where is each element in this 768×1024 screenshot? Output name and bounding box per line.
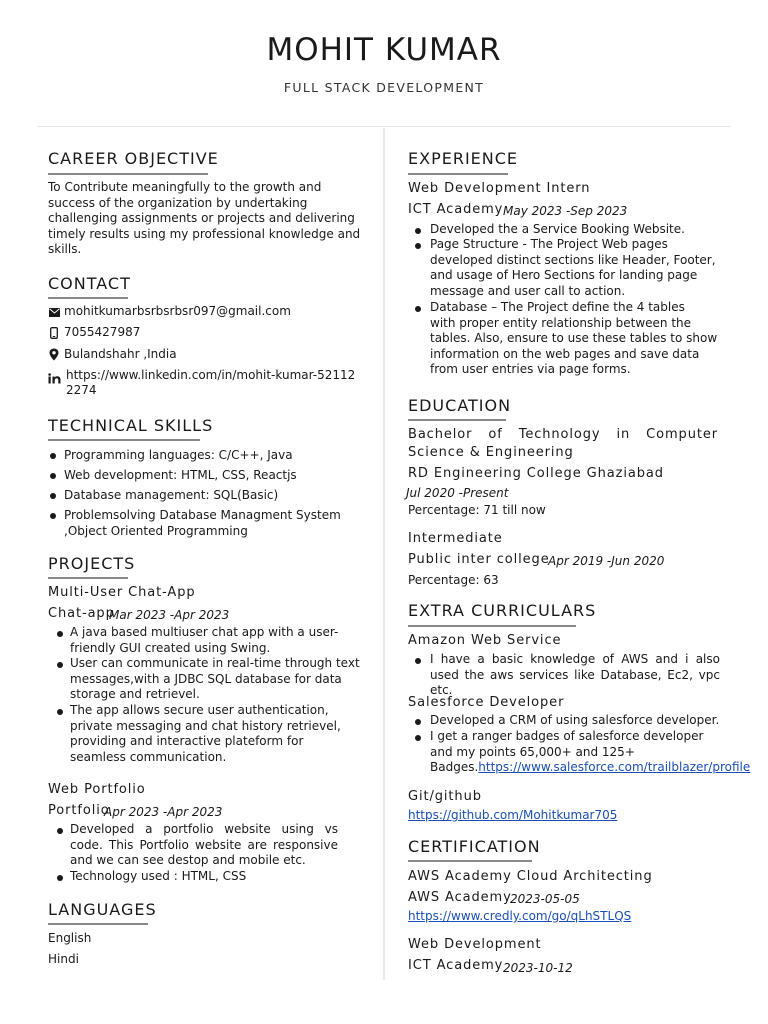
section-underline <box>48 577 128 579</box>
section-underline <box>48 297 128 299</box>
project-date: Apr 2023 -Apr 2023 <box>104 805 223 819</box>
bullet <box>415 228 421 234</box>
project-bullet: The app allows secure user authentication, private messaging and chat history retrievel, providing and interactive plateform for seamless communication. <box>70 703 341 764</box>
bullet <box>57 875 63 881</box>
candidate-role: FULL STACK DEVELOPMENT <box>283 80 485 95</box>
experience-org: ICT Academy <box>408 202 504 217</box>
certification-date: 2023-10-12 <box>503 961 573 975</box>
degree-percentage: Percentage: 71 till now <box>408 503 546 517</box>
section-underline <box>408 625 576 627</box>
bullet <box>415 719 421 725</box>
column-divider <box>383 128 385 980</box>
activity-bullet: I get a ranger badges of salesforce developer and my points 65,000+ and 125+ Badges.https://www.salesforce.com/trailblazer/profile <box>430 729 751 774</box>
salesforce-profile-link[interactable]: https://www.salesforce.com/trailblazer/profile <box>478 760 751 774</box>
bullet <box>57 709 63 715</box>
section-underline <box>408 173 508 175</box>
section-underline <box>48 923 148 925</box>
candidate-name: MOHIT KUMAR <box>266 32 502 68</box>
degree-date: Jul 2020 -Present <box>406 486 509 500</box>
language-item: Hindi <box>48 952 79 966</box>
section-underline <box>48 439 200 441</box>
degree-school: Public inter college <box>408 552 550 567</box>
activity-title: Salesforce Developer <box>408 695 565 710</box>
bullet <box>415 658 421 664</box>
experience-bullet: Page Structure - The Project Web pages developed distinct sections like Header, Footer, and usage of Hero Sections for landing page message and user call to action. <box>430 237 716 298</box>
section-title-projects: PROJECTS <box>48 554 136 573</box>
degree-title-line2: Science & Engineering <box>408 445 574 460</box>
bullet <box>415 243 421 249</box>
credly-link[interactable]: https://www.credly.com/go/qLhSTLQS <box>408 909 632 923</box>
resume-header <box>0 0 768 128</box>
section-underline <box>408 419 506 421</box>
linkedin-icon <box>48 373 61 384</box>
project-date: Mar 2023 -Apr 2023 <box>109 608 230 622</box>
phone-icon <box>50 327 58 339</box>
experience-bullet: Database – The Project define the 4 tables with proper entity relationship between the tables. Also, ensure to use these tables to show information on the web pages and save data from user entries via page forms. <box>430 300 718 376</box>
experience-date: May 2023 -Sep 2023 <box>503 204 628 218</box>
project-bullet: User can communicate in real-time through text messages,with a JDBC SQL database for data storage and retrievel. <box>70 656 360 701</box>
certification-org: ICT Academy <box>408 958 504 973</box>
degree-title: Intermediate <box>408 531 503 546</box>
skill-item: Problemsolving Database Managment System ,Object Oriented Programming <box>64 508 341 538</box>
language-item: English <box>48 931 92 945</box>
activity-bullet: Developed a CRM of using salesforce developer. <box>430 713 720 727</box>
skill-item: Web development: HTML, CSS, Reactjs <box>64 468 297 482</box>
mail-icon <box>49 308 60 317</box>
bullet <box>50 473 56 479</box>
contact-location: Bulandshahr ,India <box>64 347 177 361</box>
project-bullet: A java based multiuser chat app with a user- friendly GUI created using Swing. <box>70 625 339 655</box>
bullet <box>57 662 63 668</box>
bullet <box>57 828 63 834</box>
section-title-certification: CERTIFICATION <box>408 837 541 856</box>
degree-title: Bachelor of Technology in Computer <box>408 427 718 442</box>
contact-phone: 7055427987 <box>64 325 141 339</box>
experience-role: Web Development Intern <box>408 181 591 196</box>
section-title-career: CAREER OBJECTIVE <box>48 149 219 168</box>
experience-bullet: Developed the a Service Booking Website. <box>430 222 685 236</box>
section-title-skills: TECHNICAL SKILLS <box>48 416 214 435</box>
section-underline <box>48 173 208 175</box>
section-title-extra: EXTRA CURRICULARS <box>408 601 597 620</box>
section-title-contact: CONTACT <box>48 274 131 293</box>
certification-title: Web Development <box>408 937 542 952</box>
section-underline <box>408 860 532 862</box>
activity-bullet: I have a basic knowledge of AWS and i also used the aws services like Database, Ec2, vpc etc. <box>430 652 720 697</box>
bullet <box>57 631 63 637</box>
header-divider <box>38 126 730 127</box>
activity-title: Amazon Web Service <box>408 633 562 648</box>
project-org: Portfolio <box>48 803 110 818</box>
section-title-experience: EXPERIENCE <box>408 149 519 168</box>
skill-item: Database management: SQL(Basic) <box>64 488 279 502</box>
project-bullet: Developed a portfolio website using vs code. This Portfolio website are responsive and we can see destop and mobile etc. <box>70 822 338 867</box>
bullet <box>415 735 421 741</box>
degree-date: Apr 2019 -Jun 2020 <box>548 554 665 568</box>
activity-title: Git/github <box>408 789 482 804</box>
contact-email[interactable]: mohitkumarbsrbsrbsr097@gmail.com <box>64 304 291 318</box>
bullet <box>50 493 56 499</box>
bullet <box>50 513 56 519</box>
section-title-languages: LANGUAGES <box>48 900 157 919</box>
bullet <box>50 453 56 459</box>
section-title-education: EDUCATION <box>408 396 512 415</box>
certification-title: AWS Academy Cloud Architecting <box>408 869 653 884</box>
project-name: Multi-User Chat-App <box>48 585 196 600</box>
location-pin-icon <box>49 348 59 361</box>
certification-date: 2023-05-05 <box>510 892 580 906</box>
contact-linkedin[interactable]: https://www.linkedin.com/in/mohit-kumar-52112 2274 <box>66 368 356 397</box>
certification-org: AWS Academy <box>408 890 512 905</box>
project-bullet: Technology used : HTML, CSS <box>70 869 247 883</box>
bullet <box>415 306 421 312</box>
project-name: Web Portfolio <box>48 782 146 797</box>
github-link[interactable]: https://github.com/Mohitkumar705 <box>408 808 618 822</box>
degree-school: RD Engineering College Ghaziabad <box>408 466 664 481</box>
career-objective-text: To Contribute meaningfully to the growth and success of the organization by undertaking challenging assignments or projects and delivering timely results using my professional knowledge and skills. <box>48 180 361 256</box>
degree-percentage: Percentage: 63 <box>408 573 499 587</box>
project-org: Chat-app <box>48 606 115 621</box>
skill-item: Programming languages: C/C++, Java <box>64 448 293 462</box>
